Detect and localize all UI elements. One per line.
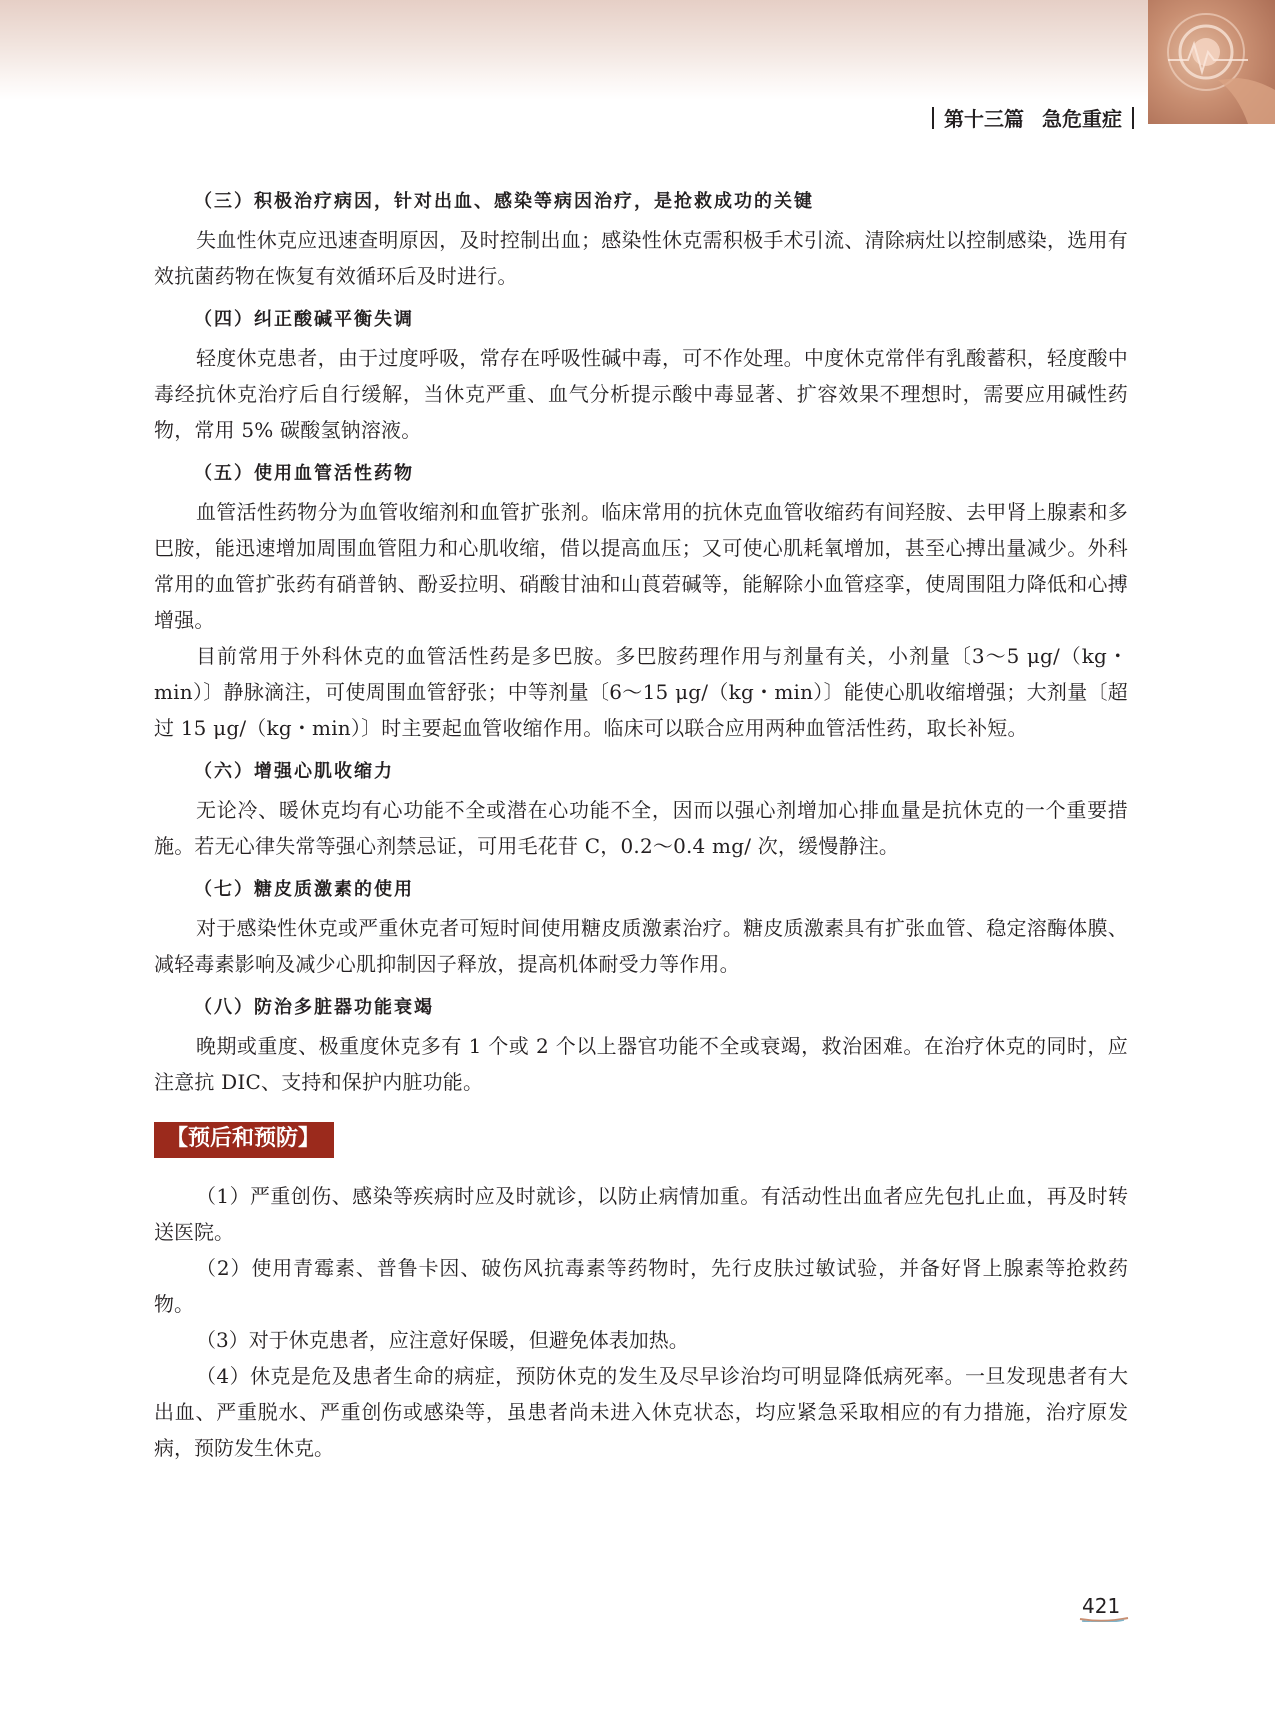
list-item: （3）对于休克患者，应注意好保暖，但避免体表加热。: [196, 1328, 689, 1352]
subsection-heading: （七）糖皮质激素的使用: [194, 879, 414, 900]
running-header: [932, 103, 1134, 132]
paragraph: 轻度休克患者，由于过度呼吸，常存在呼吸性碱中毒，可不作处理。中度休克常伴有乳酸蓄积，轻度酸中毒经抗休克治疗后自行缓解，当休克严重、血气分析提示酸中毒显著、扩容效果不理想时，需要应用碱性药物，常用 5% 碳酸氢钠溶液。: [154, 346, 1128, 442]
stethoscope-icon: [1148, 0, 1275, 124]
header-divider-right: [1132, 107, 1134, 129]
subsection-heading: （三）积极治疗病因，针对出血、感染等病因治疗，是抢救成功的关键: [194, 191, 814, 212]
subsection-heading: （六）增强心肌收缩力: [194, 761, 394, 782]
paragraph: 失血性休克应迅速查明原因，及时控制出血；感染性休克需积极手术引流、清除病灶以控制感染，选用有效抗菌药物在恢复有效循环后及时进行。: [154, 228, 1128, 288]
page-number-swoosh: [1078, 1616, 1130, 1622]
page-content: [154, 190, 1128, 1466]
header-part: 第十三篇: [944, 107, 1024, 131]
subsection-heading: （五）使用血管活性药物: [194, 463, 414, 484]
header-divider-left: [932, 107, 934, 129]
header-title: 急危重症: [1042, 107, 1122, 131]
paragraph: 血管活性药物分为血管收缩剂和血管扩张剂。临床常用的抗休克血管收缩药有间羟胺、去甲肾上腺素和多巴胺，能迅速增加周围血管阻力和心肌收缩，借以提高血压；又可使心肌耗氧增加，甚至心搏出量减少。外科常用的血管扩张药有硝普钠、酚妥拉明、硝酸甘油和山莨菪碱等，能解除小血管痉挛，使周围阻力降低和心搏增强。: [154, 500, 1128, 632]
page-number: 421: [1082, 1594, 1121, 1618]
subsection-heading: （四）纠正酸碱平衡失调: [194, 309, 414, 330]
paragraph: 对于感染性休克或严重休克者可短时间使用糖皮质激素治疗。糖皮质激素具有扩张血管、稳定溶酶体膜、减轻毒素影响及减少心肌抑制因子释放，提高机体耐受力等作用。: [154, 916, 1128, 976]
top-decorative-band: [0, 0, 1275, 100]
list-item: （4）休克是危及患者生命的病症，预防休克的发生及尽早诊治均可明显降低病死率。一旦发现患者有大出血、严重脱水、严重创伤或感染等，虽患者尚未进入休克状态，均应紧急采取相应的有力措施，治疗原发病，预防发生休克。: [154, 1364, 1128, 1460]
list-item: （1）严重创伤、感染等疾病时应及时就诊，以防止病情加重。有活动性出血者应先包扎止血，再及时转送医院。: [154, 1184, 1128, 1244]
paragraph: 目前常用于外科休克的血管活性药是多巴胺。多巴胺药理作用与剂量有关，小剂量〔3～5 μg/（kg・min）〕静脉滴注，可使周围血管舒张；中等剂量〔6～15 μg/（kg・min）〕能使心肌收缩增强；大剂量〔超过 15 μg/（kg・min）〕时主要起血管收缩作用。临床可以联合应用两种血管活性药，取长补短。: [154, 644, 1128, 740]
section-heading-prognosis: 【预后和预防】: [154, 1122, 334, 1158]
paragraph: 无论冷、暖休克均有心功能不全或潜在心功能不全，因而以强心剂增加心排血量是抗休克的一个重要措施。若无心律失常等强心剂禁忌证，可用毛花苷 C，0.2～0.4 mg/ 次，缓慢静注。: [154, 798, 1128, 858]
list-item: （2）使用青霉素、普鲁卡因、破伤风抗毒素等药物时，先行皮肤过敏试验，并备好肾上腺素等抢救药物。: [154, 1256, 1128, 1316]
corner-stethoscope-image: [1148, 0, 1275, 124]
subsection-heading: （八）防治多脏器功能衰竭: [194, 997, 434, 1018]
paragraph: 晚期或重度、极重度休克多有 1 个或 2 个以上器官功能不全或衰竭，救治困难。在治疗休克的同时，应注意抗 DIC、支持和保护内脏功能。: [154, 1034, 1128, 1094]
